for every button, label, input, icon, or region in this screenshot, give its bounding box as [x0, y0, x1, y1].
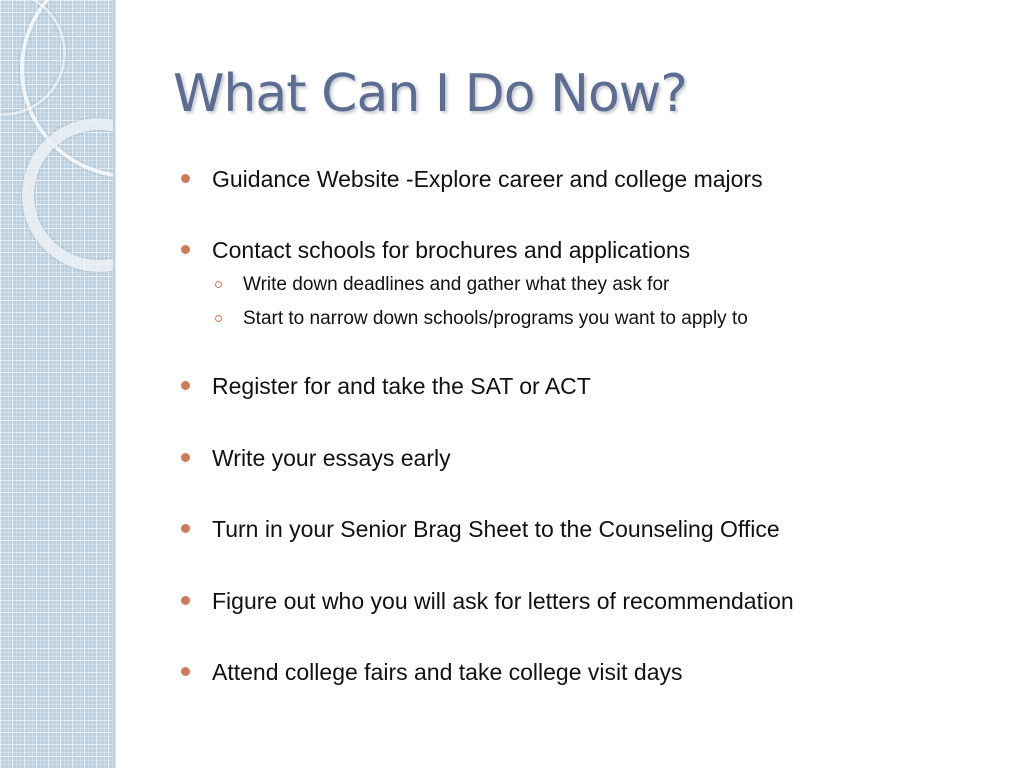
- bullet-text: Contact schools for brochures and applications: [212, 237, 691, 263]
- sub-bullet-ring-icon: [215, 281, 222, 288]
- bullet-dot-icon: [181, 596, 190, 605]
- bullet-dot-icon: [181, 453, 190, 462]
- sub-bullet-text: Write down deadlines and gather what they ask for: [243, 274, 670, 295]
- bullet-dot-icon: [181, 245, 190, 254]
- bullet-dot-icon: [181, 381, 190, 390]
- bullet-dot-icon: [181, 174, 190, 183]
- sub-bullet-ring-icon: [215, 315, 222, 322]
- bullet-text: Guidance Website -Explore career and college majors: [212, 166, 763, 192]
- bullet-text: Register for and take the SAT or ACT: [212, 373, 591, 399]
- slide-title: What Can I Do Now?: [173, 64, 687, 124]
- bullet-dot-icon: [181, 524, 190, 533]
- bullet-dot-icon: [181, 667, 190, 676]
- bullet-text: Write your essays early: [212, 445, 451, 471]
- bullet-text: Turn in your Senior Brag Sheet to the Counseling Office: [212, 516, 780, 542]
- sub-bullet-text: Start to narrow down schools/programs you want to apply to: [243, 308, 748, 329]
- bullet-text: Attend college fairs and take college visit days: [212, 659, 683, 685]
- bullet-text: Figure out who you will ask for letters of recommendation: [212, 588, 794, 614]
